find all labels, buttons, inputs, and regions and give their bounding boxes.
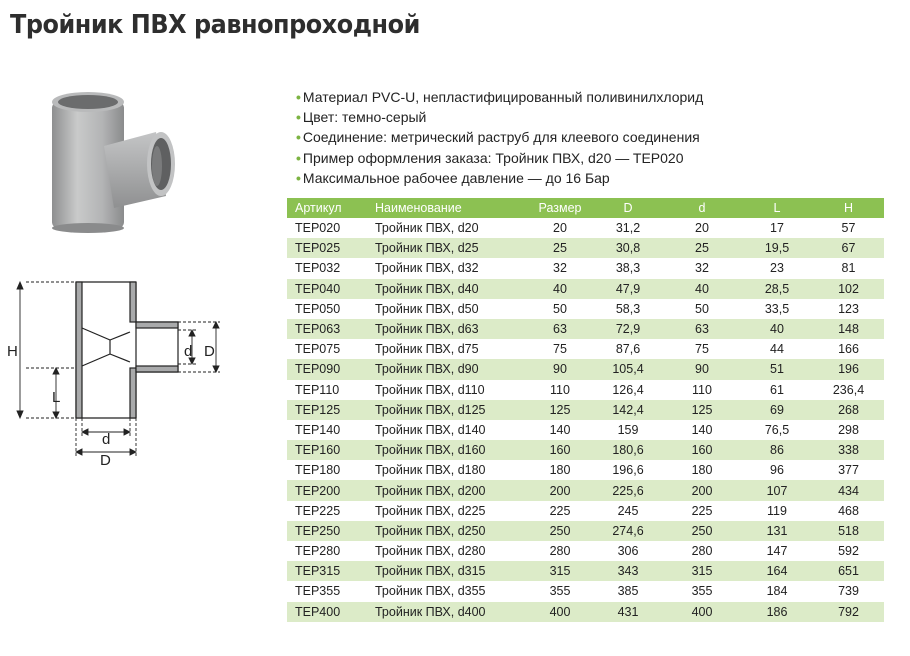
cell-H: 123 <box>813 299 884 319</box>
cell-name: Тройник ПВХ, d20 <box>367 218 527 238</box>
cell-d: 160 <box>663 440 741 460</box>
column-header-d: d <box>663 198 741 218</box>
cell-H: 236,4 <box>813 380 884 400</box>
cell-d: 200 <box>663 480 741 500</box>
cell-name: Тройник ПВХ, d160 <box>367 440 527 460</box>
cell-name: Тройник ПВХ, d90 <box>367 359 527 379</box>
dimensions-table <box>287 198 884 622</box>
cell-D: 126,4 <box>593 380 663 400</box>
cell-article: TEP040 <box>287 279 367 299</box>
cell-D: 142,4 <box>593 400 663 420</box>
cell-d: 280 <box>663 541 741 561</box>
cell-H: 651 <box>813 561 884 581</box>
cell-H: 298 <box>813 420 884 440</box>
cell-name: Тройник ПВХ, d200 <box>367 480 527 500</box>
table-row <box>287 279 884 299</box>
cell-article: TEP280 <box>287 541 367 561</box>
dim-label-L: L <box>52 389 61 406</box>
cell-size: 140 <box>527 420 593 440</box>
table-row <box>287 541 884 561</box>
cell-size: 25 <box>527 238 593 258</box>
cell-size: 125 <box>527 400 593 420</box>
cell-d: 25 <box>663 238 741 258</box>
cell-D: 180,6 <box>593 440 663 460</box>
cell-H: 434 <box>813 480 884 500</box>
bullet-dot-icon: • <box>296 149 301 166</box>
cell-size: 63 <box>527 319 593 339</box>
cell-D: 30,8 <box>593 238 663 258</box>
cell-H: 166 <box>813 339 884 359</box>
cell-H: 102 <box>813 279 884 299</box>
dim-label-D-bottom: D <box>100 452 111 468</box>
cell-name: Тройник ПВХ, d75 <box>367 339 527 359</box>
table-row <box>287 460 884 480</box>
cell-d: 355 <box>663 581 741 601</box>
cell-L: 107 <box>741 480 813 500</box>
cell-size: 32 <box>527 258 593 278</box>
cell-H: 377 <box>813 460 884 480</box>
cell-H: 739 <box>813 581 884 601</box>
cell-L: 147 <box>741 541 813 561</box>
cell-size: 50 <box>527 299 593 319</box>
cell-d: 75 <box>663 339 741 359</box>
table-row <box>287 258 884 278</box>
cell-article: TEP315 <box>287 561 367 581</box>
cell-d: 400 <box>663 602 741 622</box>
column-header-article: Артикул <box>287 198 367 218</box>
cell-D: 306 <box>593 541 663 561</box>
cell-name: Тройник ПВХ, d140 <box>367 420 527 440</box>
cell-H: 338 <box>813 440 884 460</box>
cell-d: 180 <box>663 460 741 480</box>
cell-L: 61 <box>741 380 813 400</box>
cell-name: Тройник ПВХ, d315 <box>367 561 527 581</box>
cell-d: 50 <box>663 299 741 319</box>
dim-label-d-side: d <box>184 343 193 360</box>
cell-L: 76,5 <box>741 420 813 440</box>
cell-D: 196,6 <box>593 460 663 480</box>
cell-article: TEP125 <box>287 400 367 420</box>
cell-D: 225,6 <box>593 480 663 500</box>
tee-dimension-drawing <box>6 268 242 468</box>
table-row <box>287 521 884 541</box>
cell-d: 315 <box>663 561 741 581</box>
table-row <box>287 480 884 500</box>
table-row <box>287 400 884 420</box>
column-header-name: Наименование <box>367 198 527 218</box>
cell-L: 96 <box>741 460 813 480</box>
bullet-dot-icon: • <box>296 169 301 186</box>
cell-L: 23 <box>741 258 813 278</box>
cell-D: 159 <box>593 420 663 440</box>
cell-L: 119 <box>741 501 813 521</box>
cell-L: 44 <box>741 339 813 359</box>
cell-name: Тройник ПВХ, d125 <box>367 400 527 420</box>
cell-H: 57 <box>813 218 884 238</box>
dim-label-d-bottom: d <box>102 431 111 448</box>
cell-size: 160 <box>527 440 593 460</box>
cell-D: 274,6 <box>593 521 663 541</box>
dim-label-D-side: D <box>204 343 215 360</box>
cell-article: TEP225 <box>287 501 367 521</box>
column-header-D: D <box>593 198 663 218</box>
cell-size: 280 <box>527 541 593 561</box>
bullet-dot-icon: • <box>296 89 301 105</box>
column-header-L: L <box>741 198 813 218</box>
table-row <box>287 380 884 400</box>
spec-bullet: • Материал PVC-U, непластифицированный поливинилхлорид <box>296 89 704 105</box>
cell-L: 164 <box>741 561 813 581</box>
cell-H: 468 <box>813 501 884 521</box>
cell-D: 245 <box>593 501 663 521</box>
cell-L: 184 <box>741 581 813 601</box>
cell-article: TEP110 <box>287 380 367 400</box>
cell-H: 148 <box>813 319 884 339</box>
cell-d: 250 <box>663 521 741 541</box>
cell-d: 20 <box>663 218 741 238</box>
spec-bullet: • Пример оформления заказа: Тройник ПВХ, d20 — TEP020 <box>296 149 684 166</box>
table-row <box>287 299 884 319</box>
table-row <box>287 581 884 601</box>
cell-name: Тройник ПВХ, d355 <box>367 581 527 601</box>
cell-article: TEP063 <box>287 319 367 339</box>
spec-bullet: • Соединение: метрический раструб для клеевого соединения <box>296 129 700 146</box>
cell-H: 268 <box>813 400 884 420</box>
cell-L: 19,5 <box>741 238 813 258</box>
cell-name: Тройник ПВХ, d40 <box>367 279 527 299</box>
cell-name: Тройник ПВХ, d110 <box>367 380 527 400</box>
cell-L: 186 <box>741 602 813 622</box>
table-row <box>287 501 884 521</box>
cell-article: TEP200 <box>287 480 367 500</box>
cell-D: 31,2 <box>593 218 663 238</box>
cell-name: Тройник ПВХ, d225 <box>367 501 527 521</box>
cell-name: Тройник ПВХ, d25 <box>367 238 527 258</box>
cell-name: Тройник ПВХ, d180 <box>367 460 527 480</box>
cell-L: 33,5 <box>741 299 813 319</box>
cell-D: 105,4 <box>593 359 663 379</box>
cell-H: 792 <box>813 602 884 622</box>
cell-size: 400 <box>527 602 593 622</box>
cell-d: 63 <box>663 319 741 339</box>
cell-size: 20 <box>527 218 593 238</box>
cell-article: TEP020 <box>287 218 367 238</box>
cell-d: 40 <box>663 279 741 299</box>
cell-d: 32 <box>663 258 741 278</box>
cell-size: 180 <box>527 460 593 480</box>
table-row <box>287 440 884 460</box>
cell-name: Тройник ПВХ, d250 <box>367 521 527 541</box>
cell-size: 355 <box>527 581 593 601</box>
cell-d: 110 <box>663 380 741 400</box>
cell-H: 592 <box>813 541 884 561</box>
cell-size: 315 <box>527 561 593 581</box>
cell-article: TEP050 <box>287 299 367 319</box>
cell-name: Тройник ПВХ, d50 <box>367 299 527 319</box>
cell-size: 200 <box>527 480 593 500</box>
spec-bullet: • Максимальное рабочее давление — до 16 Бар <box>296 169 610 186</box>
cell-H: 196 <box>813 359 884 379</box>
table-row <box>287 359 884 379</box>
cell-size: 110 <box>527 380 593 400</box>
column-header-size: Размер <box>527 198 593 218</box>
cell-H: 81 <box>813 258 884 278</box>
cell-size: 225 <box>527 501 593 521</box>
cell-name: Тройник ПВХ, d32 <box>367 258 527 278</box>
table-row <box>287 602 884 622</box>
cell-H: 67 <box>813 238 884 258</box>
bullet-dot-icon: • <box>296 109 301 126</box>
cell-H: 518 <box>813 521 884 541</box>
cell-d: 125 <box>663 400 741 420</box>
cell-name: Тройник ПВХ, d400 <box>367 602 527 622</box>
cell-L: 17 <box>741 218 813 238</box>
cell-L: 28,5 <box>741 279 813 299</box>
spec-bullet-list <box>296 87 703 188</box>
cell-D: 343 <box>593 561 663 581</box>
column-header-H: H <box>813 198 884 218</box>
table-body <box>287 218 884 622</box>
table-row <box>287 238 884 258</box>
cell-name: Тройник ПВХ, d280 <box>367 541 527 561</box>
table-row <box>287 319 884 339</box>
cell-article: TEP355 <box>287 581 367 601</box>
cell-L: 51 <box>741 359 813 379</box>
table-row <box>287 339 884 359</box>
cell-D: 87,6 <box>593 339 663 359</box>
cell-size: 75 <box>527 339 593 359</box>
cell-article: TEP025 <box>287 238 367 258</box>
pvc-tee-photo <box>44 88 184 233</box>
cell-D: 58,3 <box>593 299 663 319</box>
cell-size: 90 <box>527 359 593 379</box>
cell-D: 431 <box>593 602 663 622</box>
cell-size: 250 <box>527 521 593 541</box>
table-row <box>287 218 884 238</box>
cell-d: 225 <box>663 501 741 521</box>
cell-article: TEP032 <box>287 258 367 278</box>
cell-article: TEP180 <box>287 460 367 480</box>
spec-bullet: • Цвет: темно-серый <box>296 109 427 126</box>
cell-size: 40 <box>527 279 593 299</box>
page-title: Тройник ПВХ равнопроходной <box>10 10 420 40</box>
dim-label-H: H <box>7 343 18 360</box>
table-row <box>287 561 884 581</box>
cell-article: TEP090 <box>287 359 367 379</box>
cell-D: 72,9 <box>593 319 663 339</box>
cell-article: TEP250 <box>287 521 367 541</box>
cell-L: 131 <box>741 521 813 541</box>
cell-L: 69 <box>741 400 813 420</box>
cell-L: 86 <box>741 440 813 460</box>
cell-article: TEP140 <box>287 420 367 440</box>
table-row <box>287 420 884 440</box>
bullet-dot-icon: • <box>296 129 301 146</box>
cell-d: 140 <box>663 420 741 440</box>
cell-name: Тройник ПВХ, d63 <box>367 319 527 339</box>
cell-D: 385 <box>593 581 663 601</box>
table-header-row <box>287 198 884 218</box>
cell-article: TEP400 <box>287 602 367 622</box>
cell-D: 47,9 <box>593 279 663 299</box>
cell-d: 90 <box>663 359 741 379</box>
cell-L: 40 <box>741 319 813 339</box>
cell-article: TEP075 <box>287 339 367 359</box>
cell-D: 38,3 <box>593 258 663 278</box>
cell-article: TEP160 <box>287 440 367 460</box>
